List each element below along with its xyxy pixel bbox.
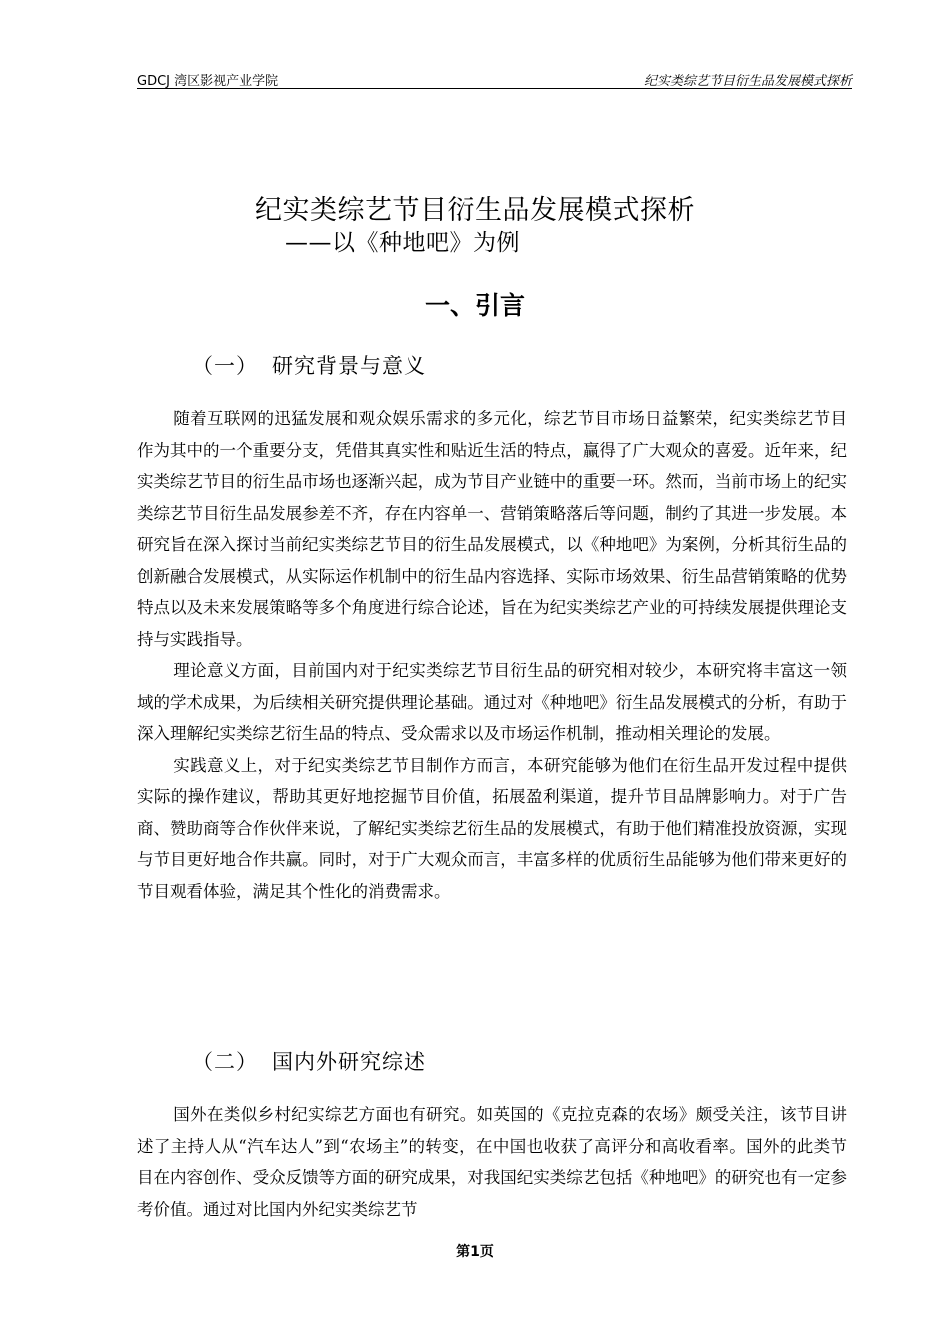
subsection-title: 研究背景与意义 — [272, 354, 426, 378]
subsection-heading-literature-review — [192, 1046, 426, 1076]
section-heading-introduction: 一、引言 — [424, 291, 525, 320]
page-header — [137, 68, 852, 89]
body-text-background — [137, 403, 847, 907]
document-subtitle: ——以《种地吧》为例 — [285, 230, 520, 256]
subsection-number: （一） — [192, 354, 258, 378]
paragraph: 随着互联网的迅猛发展和观众娱乐需求的多元化，综艺节目市场日益繁荣，纪实类综艺节目作为其中的一个重要分支，凭借其真实性和贴近生活的特点，赢得了广大观众的喜爱。近年来，纪实类综艺节目的衍生品市场也逐渐兴起，成为节目产业链中的重要一环。然而，当前市场上的纪实类综艺节目衍生品发展参差不齐，存在内容单一、营销策略落后等问题，制约了其进一步发展。本研究旨在深入探讨当前纪实类综艺节目的衍生品发展模式，以《种地吧》为案例，分析其衍生品的创新融合发展模式，从实际运作机制中的衍生品内容选择、实际市场效果、衍生品营销策略的优势特点以及未来发展策略等多个角度进行综合论述，旨在为纪实类综艺产业的可持续发展提供理论支持与实践指导。 — [137, 409, 847, 649]
header-running-title: 纪实类综艺节目衍生品发展模式探析 — [643, 74, 852, 89]
subsection-heading-background — [192, 350, 426, 380]
header-institution: GDCJ 湾区影视产业学院 — [137, 74, 279, 89]
paragraph: 国外在类似乡村纪实综艺方面也有研究。如英国的《克拉克森的农场》颇受关注，该节目讲述了主持人从“汽车达人”到“农场主”的转变，在中国也收获了高评分和高收看率。国外的此类节目在内容创作、受众反馈等方面的研究成果，对我国纪实类综艺包括《种地吧》的研究也有一定参考价值。通过对比国内外纪实类综艺节 — [137, 1105, 847, 1219]
paragraph: 理论意义方面，目前国内对于纪实类综艺节目衍生品的研究相对较少，本研究将丰富这一领域的学术成果，为后续相关研究提供理论基础。通过对《种地吧》衍生品发展模式的分析，有助于深入理解纪实类综艺衍生品的特点、受众需求以及市场运作机制，推动相关理论的发展。 — [137, 661, 847, 743]
page-number: 第1页 — [456, 1244, 494, 1260]
subsection-title: 国内外研究综述 — [272, 1050, 426, 1074]
body-text-literature-review — [137, 1099, 847, 1225]
paragraph: 实践意义上，对于纪实类综艺节目制作方而言，本研究能够为他们在衍生品开发过程中提供实际的操作建议，帮助其更好地挖掘节目价值，拓展盈利渠道，提升节目品牌影响力。对于广告商、赞助商等合作伙伴来说，了解纪实类综艺衍生品的发展模式，有助于他们精准投放资源，实现与节目更好地合作共赢。同时，对于广大观众而言，丰富多样的优质衍生品能够为他们带来更好的节目观看体验，满足其个性化的消费需求。 — [137, 755, 847, 901]
subsection-number: （二） — [192, 1050, 258, 1074]
document-title: 纪实类综艺节目衍生品发展模式探析 — [255, 195, 695, 226]
